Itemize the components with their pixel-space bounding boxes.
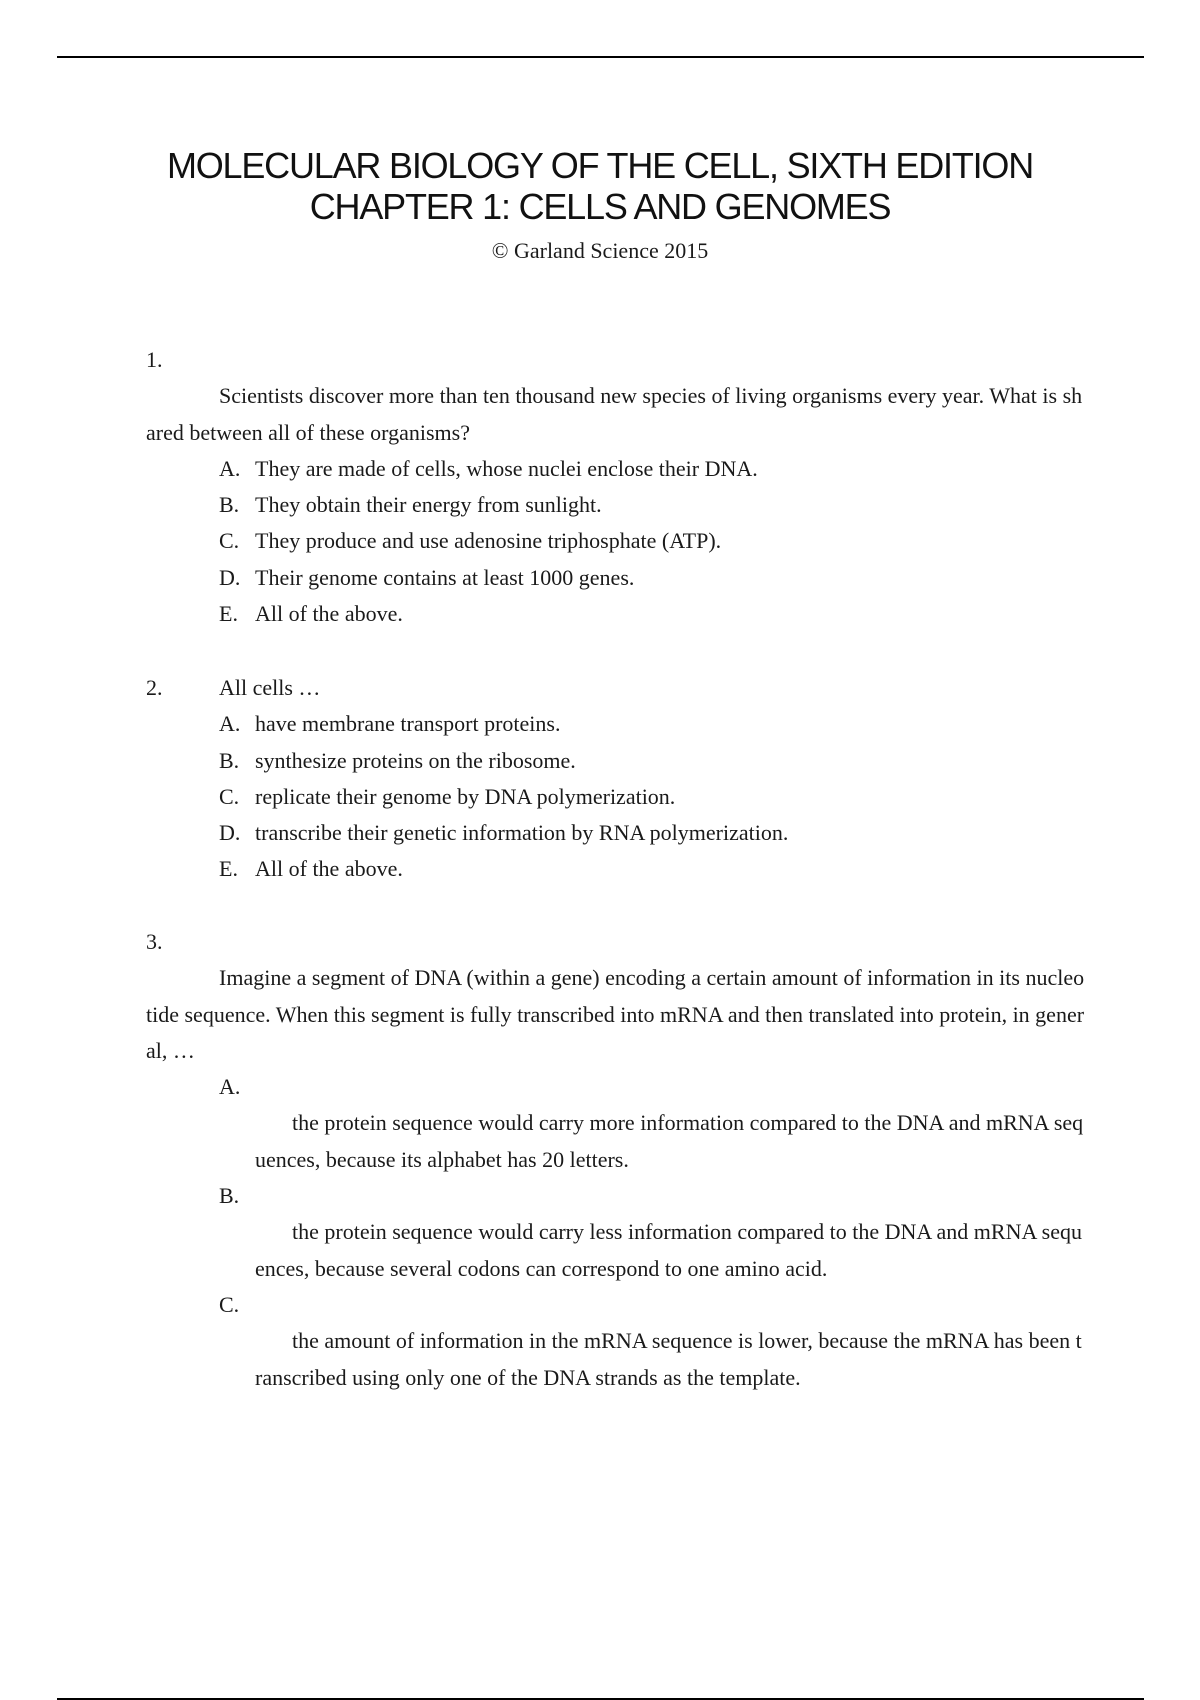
- question-number: 2.: [146, 675, 163, 700]
- question-stem: Imagine a segment of DNA (within a gene) encoding a certain amount of information in its nucleotide sequence. When this segment is fully transcribed into mRNA and then translated into protein, in general, …: [146, 965, 1085, 1063]
- chapter-title: CHAPTER 1: CELLS AND GENOMES: [309, 186, 891, 227]
- option-text: All of the above.: [255, 856, 403, 882]
- option-text: replicate their genome by DNA polymerization.: [255, 783, 676, 809]
- question-2: [146, 670, 1086, 888]
- option-letter: A.: [219, 1074, 241, 1100]
- top-rule: [57, 56, 1144, 58]
- answer-option-b[interactable]: B. They obtain their energy from sunlight.: [219, 492, 602, 518]
- question-stem: Scientists discover more than ten thousand new species of living organisms every year. What is shared between all of these organisms?: [146, 383, 1083, 445]
- answer-options: [146, 1069, 1086, 1396]
- option-text: the protein sequence would carry less information compared to the DNA and mRNA sequences, because several codons can correspond to one amino acid.: [255, 1219, 1082, 1281]
- answer-option-e[interactable]: E. All of the above.: [219, 856, 403, 882]
- option-text: All of the above.: [255, 601, 403, 627]
- option-text: They are made of cells, whose nuclei enclose their DNA.: [255, 455, 758, 481]
- option-letter: B.: [219, 1183, 240, 1209]
- answer-option-b[interactable]: B. synthesize proteins on the ribosome.: [219, 747, 576, 773]
- answer-option-e[interactable]: E. All of the above.: [219, 601, 403, 627]
- answer-option-b[interactable]: [219, 1178, 1086, 1287]
- answer-option-c[interactable]: C. They produce and use adenosine triphosphate (ATP).: [219, 528, 722, 554]
- answer-option-a[interactable]: A. They are made of cells, whose nuclei enclose their DNA.: [219, 455, 758, 481]
- option-text: They produce and use adenosine triphosphate (ATP).: [255, 528, 722, 554]
- answer-option-d[interactable]: D. Their genome contains at least 1000 genes.: [219, 564, 635, 590]
- question-number: 3.: [146, 929, 163, 954]
- option-text: have membrane transport proteins.: [255, 711, 561, 737]
- option-text: the amount of information in the mRNA sequence is lower, because the mRNA has been transcribed using only one of the DNA strands as the template.: [255, 1328, 1082, 1390]
- question-3: [146, 924, 1086, 1396]
- option-text: the protein sequence would carry more information compared to the DNA and mRNA sequences, because its alphabet has 20 letters.: [255, 1110, 1084, 1172]
- question-header: [146, 670, 1086, 706]
- answer-option-a[interactable]: [219, 1069, 1086, 1178]
- answer-option-d[interactable]: D. transcribe their genetic information by RNA polymerization.: [219, 820, 789, 846]
- question-number: 1.: [146, 347, 163, 372]
- option-text: Their genome contains at least 1000 genes.: [255, 564, 635, 590]
- answer-option-c[interactable]: [219, 1287, 1086, 1396]
- answer-option-a[interactable]: A. have membrane transport proteins.: [219, 711, 561, 737]
- question-stem: All cells …: [219, 675, 321, 700]
- answer-options: [146, 706, 1086, 887]
- option-text: synthesize proteins on the ribosome.: [255, 747, 576, 773]
- page-title: MOLECULAR BIOLOGY OF THE CELL, SIXTH EDITION: [166, 145, 1034, 186]
- answer-options: [146, 451, 1086, 632]
- option-text: They obtain their energy from sunlight.: [255, 492, 602, 518]
- option-letter: C.: [219, 1291, 240, 1317]
- option-text: transcribe their genetic information by RNA polymerization.: [255, 820, 789, 846]
- copyright-notice: © Garland Science 2015: [491, 238, 709, 263]
- answer-option-c[interactable]: C. replicate their genome by DNA polymerization.: [219, 783, 676, 809]
- question-1: [146, 342, 1086, 632]
